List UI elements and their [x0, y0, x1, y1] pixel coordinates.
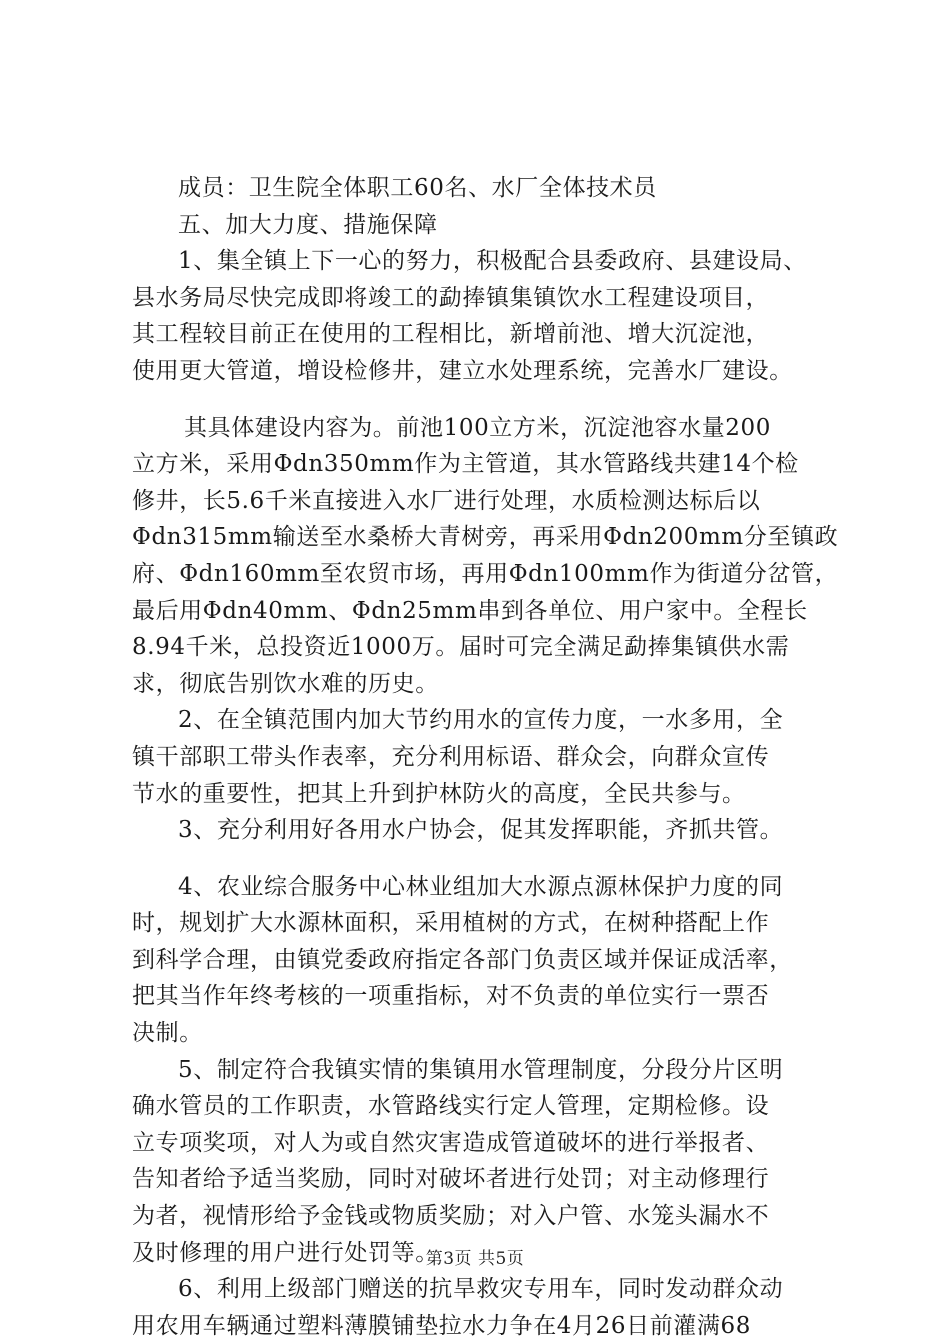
text-line: 决制。 — [132, 1020, 203, 1047]
text-line: 把其当作年终考核的一项重指标，对不负责的单位实行一票否 — [132, 983, 770, 1010]
text-line: 用农用车辆通过塑料薄膜铺垫拉水力争在4月26日前灌满68 — [132, 1312, 751, 1339]
text-line: 其工程较目前正在使用的工程相比，新增前池、增大沉淀池， — [132, 321, 770, 348]
text-line: 及时修理的用户进行处罚等。 — [132, 1239, 439, 1266]
text-line: 2、在全镇范围内加大节约用水的宣传力度，一水多用，全 — [178, 707, 784, 734]
text-line: 使用更大管道，增设检修井，建立水处理系统，完善水厂建设。 — [132, 357, 793, 384]
text-line: 其具体建设内容为。前池100立方米，沉淀池容水量200 — [184, 414, 771, 441]
blank-line — [132, 849, 832, 869]
document-body — [132, 170, 839, 1344]
text-line: 节水的重要性，把其上升到护林防火的高度，全民共参与。 — [132, 780, 746, 807]
text-line: 五、加大力度、措施保障 — [178, 211, 438, 238]
text-line: 镇干部职工带头作表率，充分利用标语、群众会，向群众宣传 — [132, 743, 770, 770]
text-line: 县水务局尽快完成即将竣工的勐捧镇集镇饮水工程建设项目， — [132, 284, 770, 311]
text-line: 时，规划扩大水源林面积，采用植树的方式，在树种搭配上作 — [132, 910, 770, 937]
text-line: 8.94千米，总投资近1000万。届时可完全满足勐捧集镇供水需 — [132, 634, 790, 661]
page-footer: 第3页 共5页 — [425, 1249, 525, 1269]
text-line: Φdn315mm输送至水桑桥大青树旁，再采用Φdn200mm分至镇政 — [132, 524, 839, 551]
text-line: 3、充分利用好各用水户协会，促其发挥职能，齐抓共管。 — [178, 817, 784, 844]
text-line: 立方米，采用Φdn350mm作为主管道，其水管路线共建14个检 — [132, 451, 799, 478]
text-line: 确水管员的工作职责，水管路线实行定人管理，定期检修。设 — [132, 1093, 770, 1120]
text-line: 1、集全镇上下一心的努力，积极配合县委政府、县建设局、 — [178, 248, 807, 275]
text-line: 到科学合理，由镇党委政府指定各部门负责区域并保证成活率， — [132, 946, 793, 973]
text-line: 告知者给予适当奖励，同时对破坏者进行处罚；对主动修理行 — [132, 1166, 770, 1193]
text-line: 立专项奖项，对人为或自然灾害造成管道破坏的进行举报者、 — [132, 1129, 770, 1156]
text-line: 为者，视情形给予金钱或物质奖励；对入户管、水笼头漏水不 — [132, 1203, 770, 1230]
blank-line — [132, 390, 832, 410]
text-line: 修井，长5.6千米直接进入水厂进行处理，水质检测达标后以 — [132, 487, 761, 514]
text-line: 5、制定符合我镇实情的集镇用水管理制度，分段分片区明 — [178, 1056, 784, 1083]
text-line: 6、利用上级部门赠送的抗旱救灾专用车，同时发动群众动 — [178, 1276, 784, 1303]
text-line: 成员：卫生院全体职工60名、水厂全体技术员 — [178, 175, 657, 201]
text-line: 求，彻底告别饮水难的历史。 — [132, 670, 439, 697]
text-line: 4、农业综合服务中心林业组加大水源点源林保护力度的同 — [178, 873, 784, 900]
text-line: 最后用Φdn40mm、Φdn25mm串到各单位、用户家中。全程长 — [132, 597, 808, 624]
text-line: 府、Φdn160mm至农贸市场，再用Φdn100mm作为街道分岔管， — [132, 560, 839, 587]
